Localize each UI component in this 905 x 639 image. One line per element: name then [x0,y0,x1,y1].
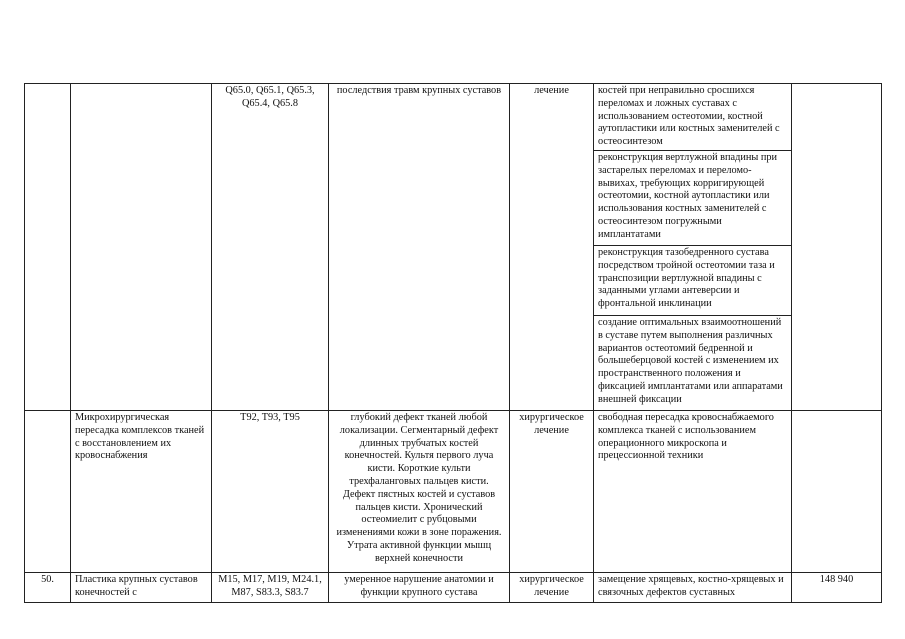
treatment-method-cell: костей при неправильно сросшихся переломах и ложных суставах с использованием остеотомии, костной аутопластики или костных заменителей с остеосинтезом [594,84,792,151]
patient-model-cell: глубокий дефект тканей любой локализации. Сегментарный дефект длинных трубчатых костей конечностей. Культя первого луча кисти. Короткие культи трехфаланговых пальцев кисти. Дефект пястных костей и суставов пальцев кисти. Хронический остеомиелит с рубцовыми изменениями кожи в зоне поражения. Утрата активной функции мышц верхней конечности [329,411,510,573]
cost-cell: 148 940 [792,573,882,603]
table-row [25,573,882,603]
icd-codes-cell: Q65.0, Q65.1, Q65.3, Q65.4, Q65.8 [212,84,329,411]
treatment-type-cell: хирургическое лечение [510,573,594,603]
cost-cell [792,411,882,573]
patient-model-cell: последствия травм крупных суставов [329,84,510,411]
row-number-cell: 50. [25,573,71,603]
procedure-name-cell [71,84,212,411]
icd-codes-cell: M15, M17, M19, M24.1, M87, S83.3, S83.7 [212,573,329,603]
treatment-method-cell: замещение хрящевых, костно-хрящевых и связочных дефектов суставных [594,573,792,603]
cost-cell [792,84,882,411]
treatment-method-cell: реконструкция вертлужной впадины при застарелых переломах и переломо-вывихах, требующих корригирующей остеотомии, костной аутопластики или использования костных заменителей с остеосинтезом погружными имплантатами [594,151,792,246]
procedure-name-cell: Микрохирургическая пересадка комплексов тканей с восстановлением их кровоснабжения [71,411,212,573]
icd-codes-cell: T92, T93, T95 [212,411,329,573]
medical-procedures-table [24,83,882,603]
treatment-method-cell: реконструкция тазобедренного сустава посредством тройной остеотомии таза и транспозиции вертлужной впадины с заданными углами антеверсии и фронтальной инклинации [594,246,792,316]
treatment-type-cell: лечение [510,84,594,411]
patient-model-cell: умеренное нарушение анатомии и функции крупного сустава [329,573,510,603]
treatment-method-cell: создание оптимальных взаимоотношений в суставе путем выполнения различных вариантов остеотомий бедренной и большеберцовой костей с изменением их пространственного положения и фиксацией имплантатами или аппаратами внешней фиксации [594,316,792,411]
procedure-name-cell: Пластика крупных суставов конечностей с [71,573,212,603]
row-number-cell [25,84,71,411]
table-row [25,411,882,573]
table-row [25,84,882,151]
treatment-method-cell: свободная пересадка кровоснабжаемого комплекса тканей с использованием операционного микроскопа и прецессионной техники [594,411,792,573]
row-number-cell [25,411,71,573]
treatment-type-cell: хирургическое лечение [510,411,594,573]
